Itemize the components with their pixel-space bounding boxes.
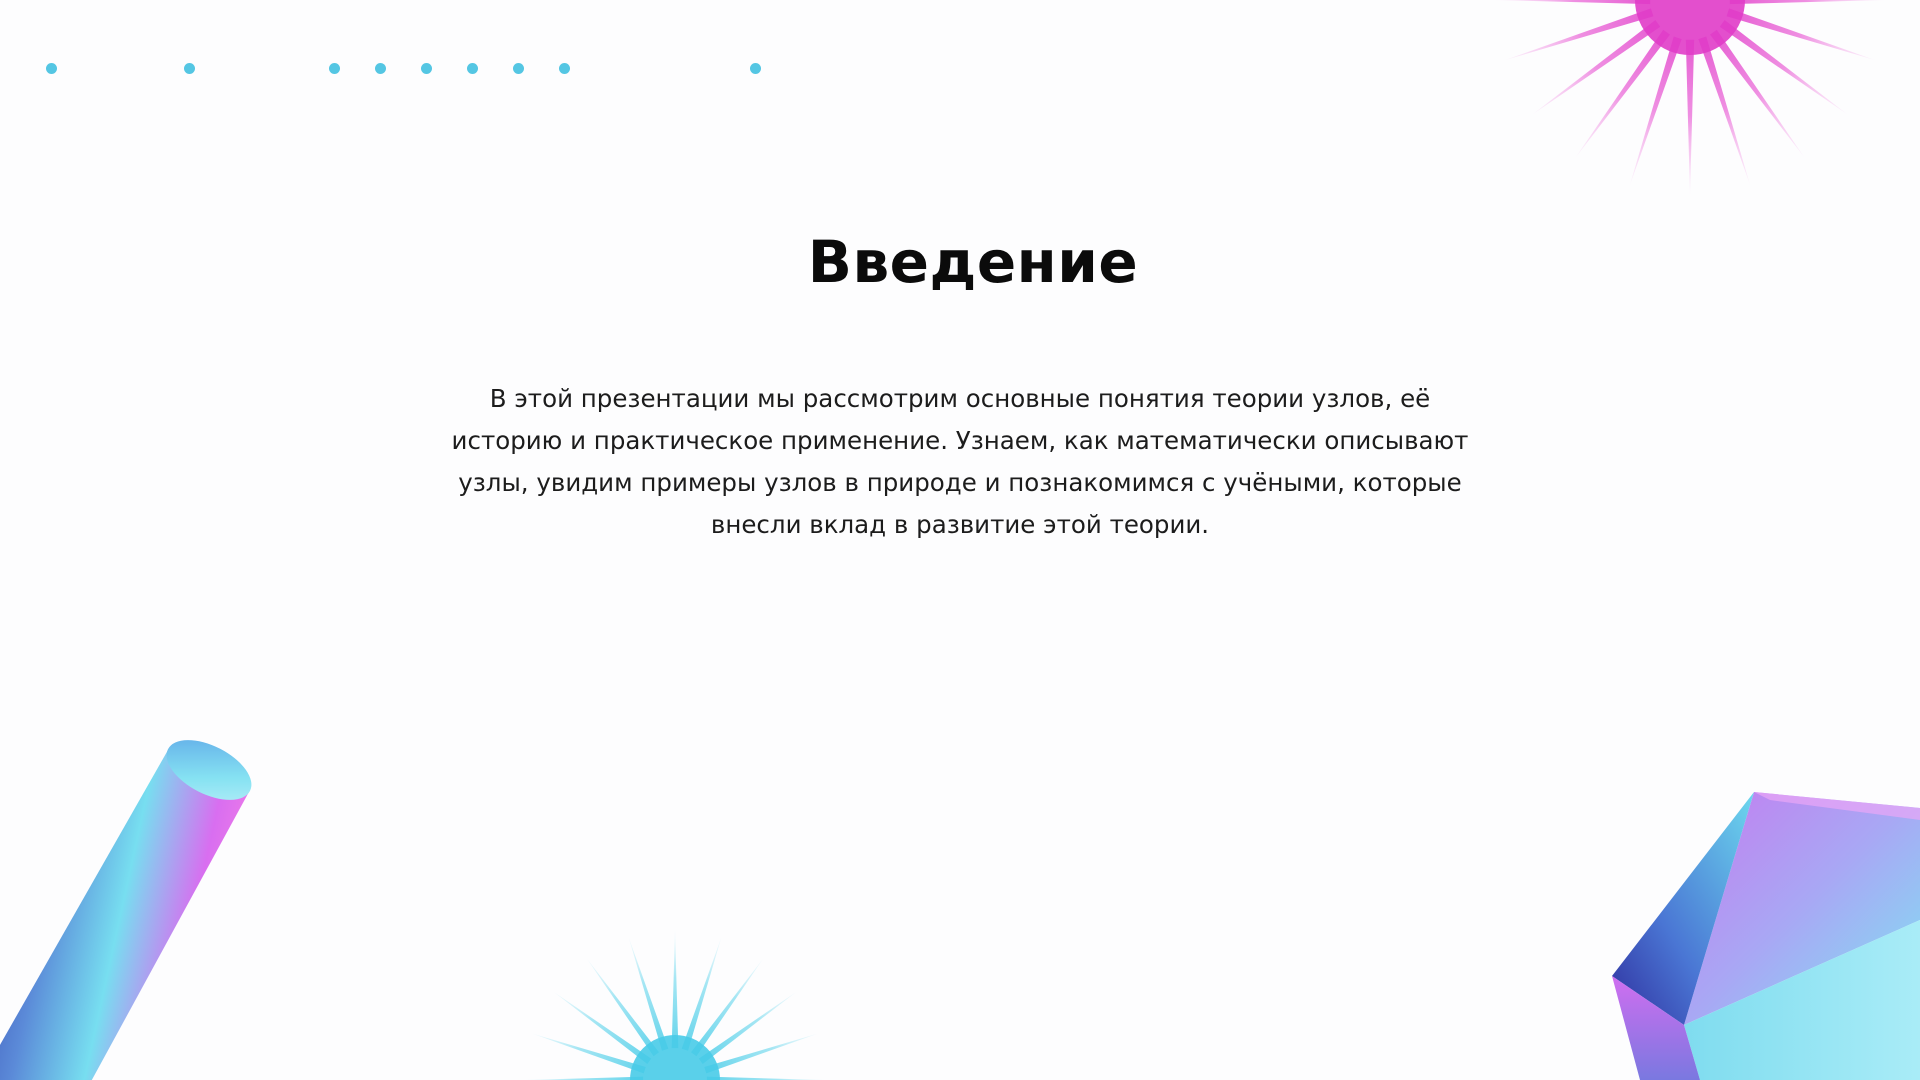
dot bbox=[46, 63, 57, 74]
pink-burst-decoration bbox=[1480, 0, 1900, 200]
burst-ray bbox=[707, 1077, 825, 1080]
burst-ray bbox=[1630, 37, 1682, 186]
burst-ray bbox=[704, 1034, 817, 1074]
gradient-cylinder-decoration bbox=[0, 720, 270, 1080]
burst-ray bbox=[1727, 8, 1876, 60]
burst-ray bbox=[1686, 40, 1694, 195]
burst-ray bbox=[1698, 37, 1750, 186]
burst-ray bbox=[1495, 0, 1650, 4]
burst-ray bbox=[672, 930, 679, 1048]
burst-ray bbox=[1730, 0, 1885, 4]
slide-body-text: В этой презентации мы рассмотрим основные понятия теории узлов, её историю и практическое применение. Узнаем, как математически описывают узлы, увидим примеры узлов в природе и познакомимся с учёными, которые внесли вклад в развитие этой теории. bbox=[451, 384, 1469, 539]
gradient-crystal-decoration bbox=[1600, 780, 1920, 1080]
cyan-burst-decoration bbox=[505, 920, 845, 1080]
dot bbox=[559, 63, 570, 74]
burst-ray bbox=[525, 1077, 643, 1080]
burst-ray bbox=[532, 1034, 645, 1074]
burst-ray bbox=[1505, 8, 1654, 60]
dot bbox=[184, 63, 195, 74]
dot bbox=[421, 63, 432, 74]
slide-title: Введение bbox=[807, 228, 1139, 296]
dot bbox=[375, 63, 386, 74]
dot bbox=[513, 63, 524, 74]
dot bbox=[329, 63, 340, 74]
dot bbox=[750, 63, 761, 74]
burst-ray bbox=[629, 937, 669, 1050]
dot bbox=[467, 63, 478, 74]
burst-ray bbox=[682, 937, 722, 1050]
